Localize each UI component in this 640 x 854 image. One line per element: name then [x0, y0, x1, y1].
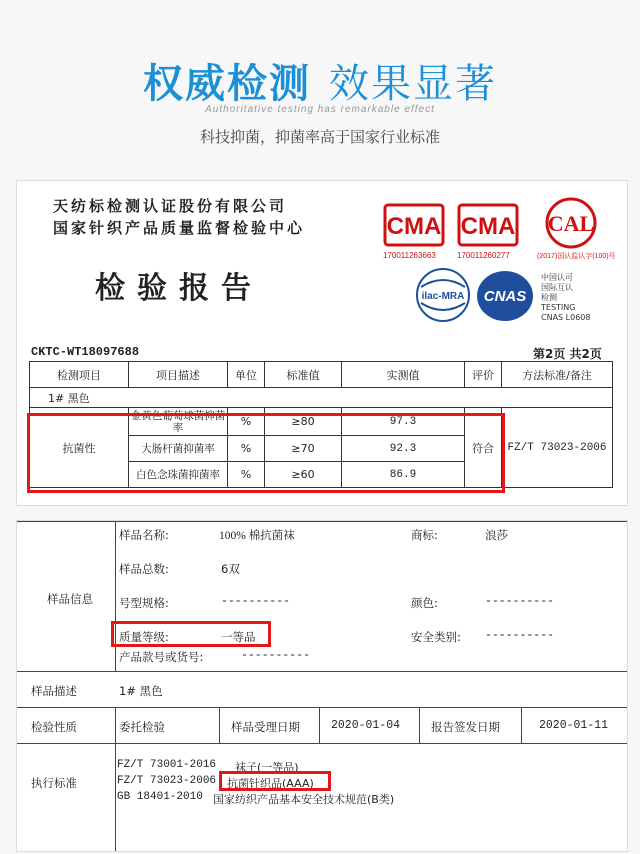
issue-date-label: 报告签发日期	[431, 720, 500, 734]
row-unit: %	[228, 408, 265, 436]
sample-qty-label: 样品总数:	[119, 562, 169, 576]
th-unit: 单位	[228, 362, 265, 388]
standard-label: 执行标准	[31, 776, 77, 790]
row-desc: 金黄色葡萄球菌抑菌率	[129, 408, 228, 436]
row-value: 97.3	[342, 408, 465, 436]
std1-code: FZ/T 73001-2016	[117, 759, 217, 771]
nature-value: 委托检验	[119, 720, 165, 734]
grade-highlight-box	[111, 621, 271, 647]
cnas-logo-text: CNAS	[483, 288, 527, 305]
sample-name-value: 100% 棉抗菌袜	[219, 530, 295, 542]
sample-desc-value: 1# 黑色	[119, 684, 163, 698]
issue-date-value: 2020-01-11	[539, 719, 609, 732]
model-label: 号型规格:	[119, 596, 169, 610]
page-info: 第2页 共2页	[533, 347, 602, 361]
sample-info-label: 样品信息	[47, 592, 93, 606]
highlight-box	[27, 413, 505, 493]
row-desc: 白色念珠菌抑菌率	[129, 462, 228, 488]
grade-label: 质量等级:	[119, 630, 169, 644]
cma-number-2: 170011260277	[457, 251, 510, 260]
org-name-1: 天纺标检测认证股份有限公司	[53, 197, 288, 215]
std2-name: 抗菌针织品(AAA)	[227, 777, 314, 790]
th-desc: 项目描述	[129, 362, 228, 388]
row-std: ≥80	[265, 408, 342, 436]
row-value: 86.9	[342, 462, 465, 488]
brand-label: 商标:	[411, 528, 438, 542]
cal-seal-text: CAL	[547, 211, 595, 236]
row-value: 92.3	[342, 436, 465, 462]
cnas-side-1: 中国认可	[541, 273, 573, 282]
product-code-value: ----------	[241, 649, 311, 662]
th-method: 方法标准/备注	[502, 362, 613, 388]
ilac-mra-icon	[415, 267, 471, 323]
headline-subtitle: Authoritative testing has remarkable effect	[205, 104, 435, 115]
safety-value: ----------	[485, 629, 555, 642]
std1-name: 袜子(一等品)	[235, 761, 299, 774]
method-standard: FZ/T 73023-2006	[502, 408, 613, 488]
product-code-label: 产品款号或货号:	[119, 650, 204, 664]
grade-value: 一等品	[221, 630, 256, 644]
row-unit: %	[228, 436, 265, 462]
cma-seal-2-text: CMA	[460, 213, 516, 240]
receive-date-value: 2020-01-04	[331, 719, 401, 732]
org-name-2: 国家针织产品质量监督检验中心	[53, 219, 306, 237]
row-desc: 大肠杆菌抑菌率	[129, 436, 228, 462]
color-label: 颜色:	[411, 596, 438, 610]
th-item: 检测项目	[30, 362, 129, 388]
ilac-mra-text: ilac-MRA	[421, 291, 465, 302]
cma-number-1: 170011263663	[383, 251, 436, 260]
safety-label: 安全类别:	[411, 630, 461, 644]
th-eval: 评价	[465, 362, 502, 388]
cma-seal-2-icon	[457, 203, 519, 247]
report-number: CKTC-WT18097688	[31, 345, 140, 359]
brand-value: 浪莎	[485, 528, 508, 542]
model-value: ----------	[221, 595, 291, 608]
cma-seal-text: CMA	[386, 213, 442, 240]
row-unit: %	[228, 462, 265, 488]
sample-qty-value: 6双	[221, 562, 240, 576]
cnas-side-4: TESTING	[541, 303, 576, 312]
std2-code: FZ/T 73023-2006	[117, 775, 217, 787]
report-sheet-2	[16, 520, 628, 852]
report-sheet-1	[16, 180, 628, 506]
row-std: ≥60	[265, 462, 342, 488]
th-std: 标准值	[265, 362, 342, 388]
tagline: 科技抑菌，抑菌率高于国家行业标准	[199, 128, 440, 146]
item-antibacterial: 抗菌性	[30, 408, 129, 488]
sample-row: 1# 黑色	[30, 388, 613, 408]
page-headline	[0, 52, 640, 109]
headline-part1: 权威检测	[143, 61, 311, 107]
cal-note: (2017)国认监认字(100)号	[537, 253, 616, 260]
row-std: ≥70	[265, 436, 342, 462]
nature-label: 检验性质	[31, 720, 77, 734]
cma-seal-icon	[383, 203, 445, 247]
th-value: 实测值	[342, 362, 465, 388]
evaluation: 符合	[465, 408, 502, 488]
cnas-side-3: 检测	[541, 293, 557, 302]
receive-date-label: 样品受理日期	[231, 720, 300, 734]
cnas-side-text	[541, 273, 590, 323]
color-value: ----------	[485, 595, 555, 608]
std3-name: 国家纺织产品基本安全技术规范(B类)	[213, 793, 395, 806]
standard-highlight-box	[219, 771, 331, 791]
std3-code: GB 18401-2010	[117, 791, 203, 803]
report-title: 检验报告	[95, 271, 263, 306]
sample-desc-label: 样品描述	[31, 684, 77, 698]
cnas-logo-icon	[475, 269, 535, 323]
cal-seal-icon	[543, 195, 599, 251]
cnas-side-5: CNAS L0608	[541, 313, 591, 322]
sample-name-label: 样品名称:	[119, 528, 169, 542]
headline-part2: 效果显著	[329, 61, 497, 107]
cnas-side-2: 国际互认	[541, 283, 573, 292]
